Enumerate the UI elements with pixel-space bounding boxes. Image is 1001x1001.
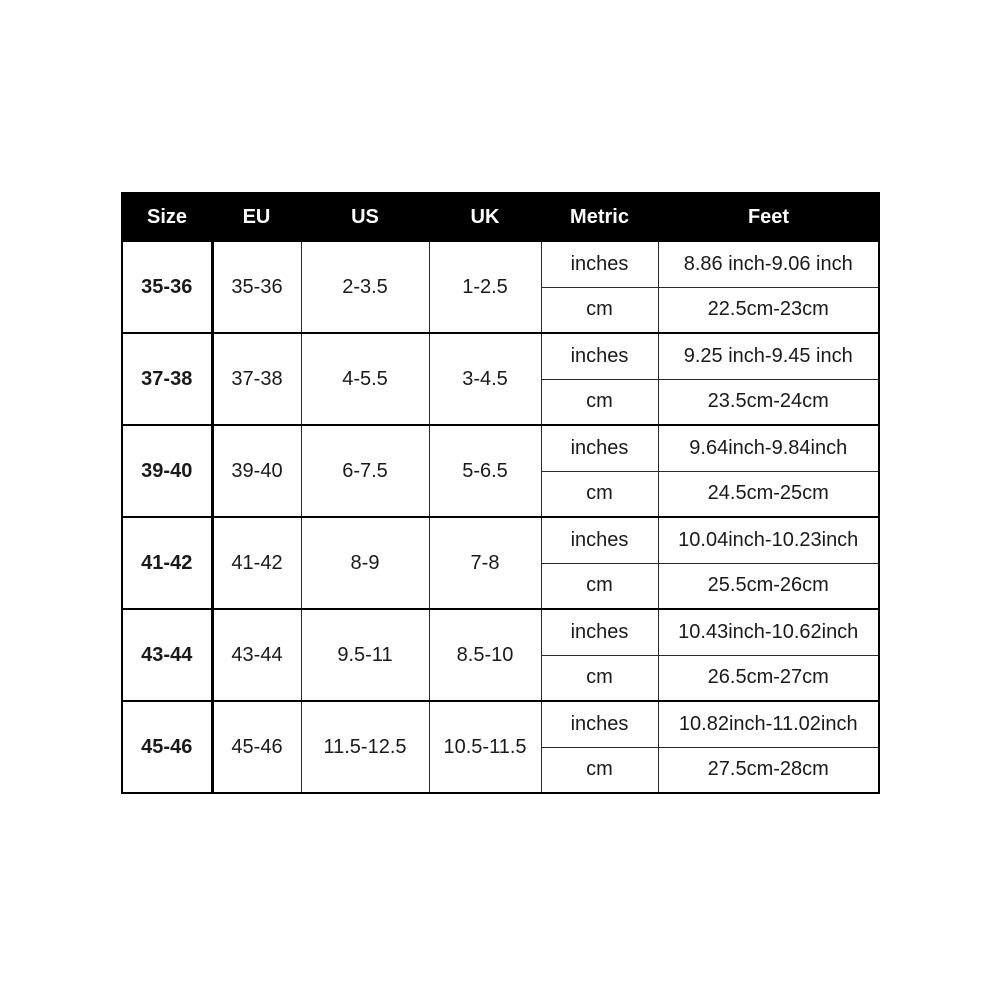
table-body — [122, 241, 879, 793]
metric-cell: cm — [541, 471, 658, 517]
header-row — [122, 193, 879, 241]
metric-cell: inches — [541, 241, 658, 287]
us-cell: 6-7.5 — [301, 425, 429, 517]
header-metric: Metric — [541, 193, 658, 241]
table-row — [122, 701, 879, 747]
uk-cell: 10.5-11.5 — [429, 701, 541, 793]
metric-cell: cm — [541, 379, 658, 425]
header-us: US — [301, 193, 429, 241]
eu-cell: 45-46 — [212, 701, 301, 793]
metric-cell: inches — [541, 333, 658, 379]
size-cell: 35-36 — [122, 241, 212, 333]
eu-cell: 37-38 — [212, 333, 301, 425]
feet-cell: 27.5cm-28cm — [658, 747, 879, 793]
table-row — [122, 425, 879, 471]
table-row — [122, 517, 879, 563]
feet-cell: 9.64inch-9.84inch — [658, 425, 879, 471]
header-uk: UK — [429, 193, 541, 241]
us-cell: 8-9 — [301, 517, 429, 609]
table-row — [122, 333, 879, 379]
metric-cell: cm — [541, 287, 658, 333]
us-cell: 11.5-12.5 — [301, 701, 429, 793]
size-cell: 43-44 — [122, 609, 212, 701]
feet-cell: 26.5cm-27cm — [658, 655, 879, 701]
eu-cell: 41-42 — [212, 517, 301, 609]
table-header — [122, 193, 879, 241]
metric-cell: inches — [541, 701, 658, 747]
us-cell: 9.5-11 — [301, 609, 429, 701]
feet-cell: 10.43inch-10.62inch — [658, 609, 879, 655]
uk-cell: 8.5-10 — [429, 609, 541, 701]
metric-cell: inches — [541, 609, 658, 655]
metric-cell: cm — [541, 747, 658, 793]
uk-cell: 1-2.5 — [429, 241, 541, 333]
eu-cell: 43-44 — [212, 609, 301, 701]
feet-cell: 9.25 inch-9.45 inch — [658, 333, 879, 379]
size-cell: 41-42 — [122, 517, 212, 609]
feet-cell: 23.5cm-24cm — [658, 379, 879, 425]
eu-cell: 35-36 — [212, 241, 301, 333]
header-size: Size — [122, 193, 212, 241]
header-feet: Feet — [658, 193, 879, 241]
feet-cell: 10.04inch-10.23inch — [658, 517, 879, 563]
size-cell: 39-40 — [122, 425, 212, 517]
size-cell: 45-46 — [122, 701, 212, 793]
us-cell: 2-3.5 — [301, 241, 429, 333]
table-row — [122, 609, 879, 655]
feet-cell: 24.5cm-25cm — [658, 471, 879, 517]
metric-cell: inches — [541, 425, 658, 471]
metric-cell: inches — [541, 517, 658, 563]
feet-cell: 10.82inch-11.02inch — [658, 701, 879, 747]
table-row — [122, 241, 879, 287]
eu-cell: 39-40 — [212, 425, 301, 517]
size-chart-table — [121, 192, 880, 794]
size-cell: 37-38 — [122, 333, 212, 425]
uk-cell: 3-4.5 — [429, 333, 541, 425]
metric-cell: cm — [541, 655, 658, 701]
feet-cell: 22.5cm-23cm — [658, 287, 879, 333]
metric-cell: cm — [541, 563, 658, 609]
feet-cell: 25.5cm-26cm — [658, 563, 879, 609]
uk-cell: 7-8 — [429, 517, 541, 609]
header-eu: EU — [212, 193, 301, 241]
feet-cell: 8.86 inch-9.06 inch — [658, 241, 879, 287]
uk-cell: 5-6.5 — [429, 425, 541, 517]
us-cell: 4-5.5 — [301, 333, 429, 425]
